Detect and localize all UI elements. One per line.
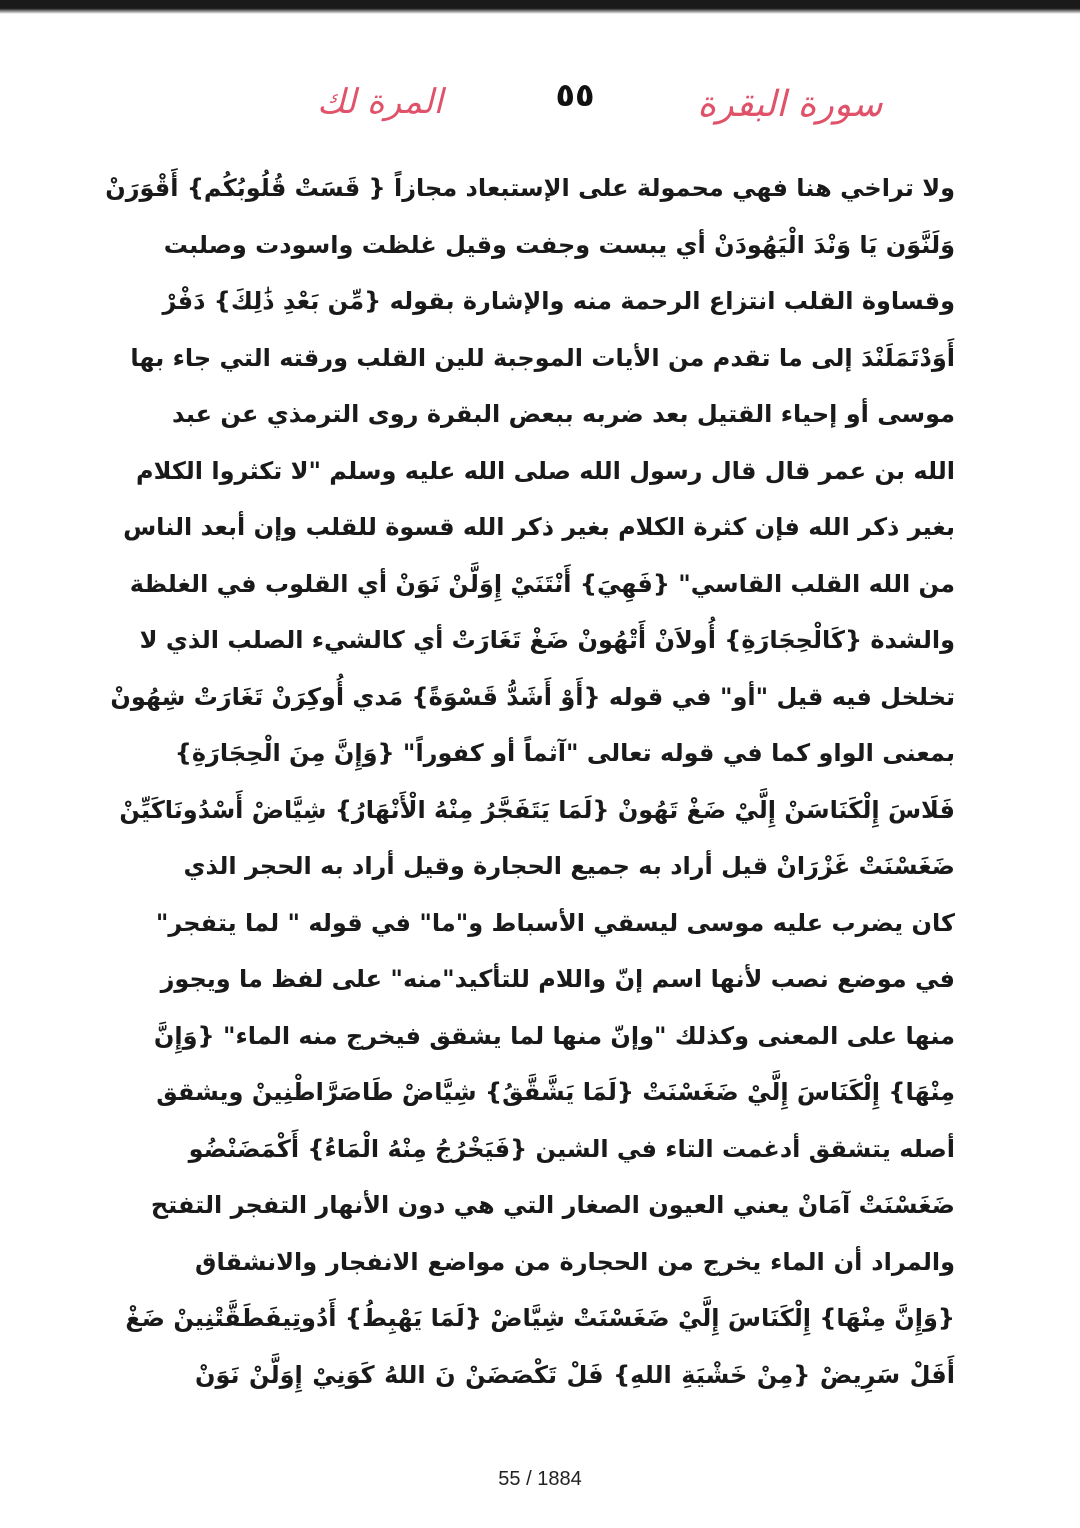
page-body [105, 160, 955, 1403]
text-line: ولا تراخي هنا فهي محمولة على الإستبعاد مجازاً { قَسَتْ قُلُوبُكُم} أَقْوَرَنْ [105, 174, 955, 202]
text-line: وقساوة القلب انتزاع الرحمة منه والإشارة بقوله {مِّن بَعْدِ ذَٰلِكَ} دَفْرْ [162, 287, 955, 315]
text-line: تخلخل فيه قيل "أو" في قوله {أَوْ أَشَدُّ قَسْوَةً} مَدي أُوكِرَنْ تَغَارَتْ شِهُونْ [110, 682, 955, 711]
text-line: موسى أو إحياء القتيل بعد ضربه ببعض البقرة روى الترمذي عن عبد [171, 400, 955, 428]
text-line: والمراد أن الماء يخرج من الحجارة من مواضع الانفجار والانشقاق [195, 1247, 955, 1276]
scan-top-border [0, 0, 1080, 14]
text-line: أَفَلْ سَرِيضْ {مِنْ خَشْيَةِ اللهِ} فَلْ تَكْصَضَنْ نَ اللهُ كَوَنِيْ إِوَلَّنْ نَوَنْ [195, 1360, 955, 1389]
text-line: أَوَدْتَمَلَنْدَ إلى ما تقدم من الأيات الموجبة للين القلب ورقته التي جاء بها [130, 343, 955, 372]
text-line: بمعنى الواو كما في قوله تعالى "آثماً أو كفوراً" {وَإِنَّ مِنَ الْحِجَارَةِ} [174, 739, 955, 767]
text-line: ضَغَسْنَتْ غَزْرَانْ قيل أراد به جميع الحجارة وقيل أراد به الحجر الذي [183, 852, 955, 880]
text-line: فَلَاسَ إِلْكَنَاسَنْ إِلَّيْ ضَغْ تَهُونْ {لَمَا يَتَفَجَّرُ مِنْهُ الْأَنْهَارُ} شِيَّاضْ أَسْدُونَاكَيِّنْ [119, 795, 955, 824]
text-line: بغير ذكر الله فإن كثرة الكلام بغير ذكر الله قسوة للقلب وإن أبعد الناس [123, 513, 955, 541]
page-counter: 55 / 1884 [498, 1468, 582, 1490]
text-line: الله بن عمر قال قال رسول الله صلى الله عليه وسلم "لا تكثروا الكلام [136, 456, 955, 485]
text-line: منها على المعنى وكذلك "وإنّ منها لما يشقق فيخرج منه الماء" {وَإِنَّ [153, 1021, 955, 1050]
handwritten-note: المرة لك [317, 82, 443, 122]
page-header [0, 70, 1080, 140]
text-line: وَلَنَّوَن يَا وَنْدَ الْيَهُودَنْ أي يبست وجفت وقيل غلظت واسودت وصلبت [163, 230, 955, 259]
text-line: مِنْهَا} إِلْكَنَاسَ إِلَّيْ ضَغَسْنَتْ {لَمَا يَشَّقَّقُ} شِيَّاضْ طَاصَرَّاطْنِينْ ويشقق [156, 1078, 955, 1106]
text-line: من الله القلب القاسي" {فَهِيَ} أَنْتَنَيْ إِوَلَّنْ نَوَنْ أي القلوب في الغلظة [129, 569, 955, 598]
text-line: أصله يتشقق أدغمت التاء في الشين {فَيَخْرُجُ مِنْهُ الْمَاءُ} أَكْمَضَنْضُو [188, 1134, 955, 1163]
page-number: ٥٥ [555, 76, 595, 114]
text-line: كان يضرب عليه موسى ليسقي الأسباط و"ما" في قوله " لما يتفجر" [155, 908, 955, 937]
text-line: في موضع نصب لأنها اسم إنّ واللام للتأكيد"منه" على لفظ ما ويجوز [160, 965, 955, 993]
text-line: ضَغَسْنَتْ آمَانْ يعني العيون الصغار التي هي دون الأنهار التفجر التفتح [150, 1191, 955, 1219]
text-line: {وَإِنَّ مِنْهَا} إِلْكَنَاسَ إِلَّيْ ضَغَسْنَتْ شِيَّاضْ {لَمَا يَهْبِطُ} أَدُوتِيفَطَقَّتْنِينْ ضَغْ [125, 1304, 955, 1332]
surah-title: سورة البقرة [697, 84, 883, 125]
text-line: والشدة {كَالْحِجَارَةِ} أُولاَنْ أَتْهُونْ ضَغْ تَغَارَتْ أي كالشيء الصلب الذي لا [139, 626, 955, 654]
